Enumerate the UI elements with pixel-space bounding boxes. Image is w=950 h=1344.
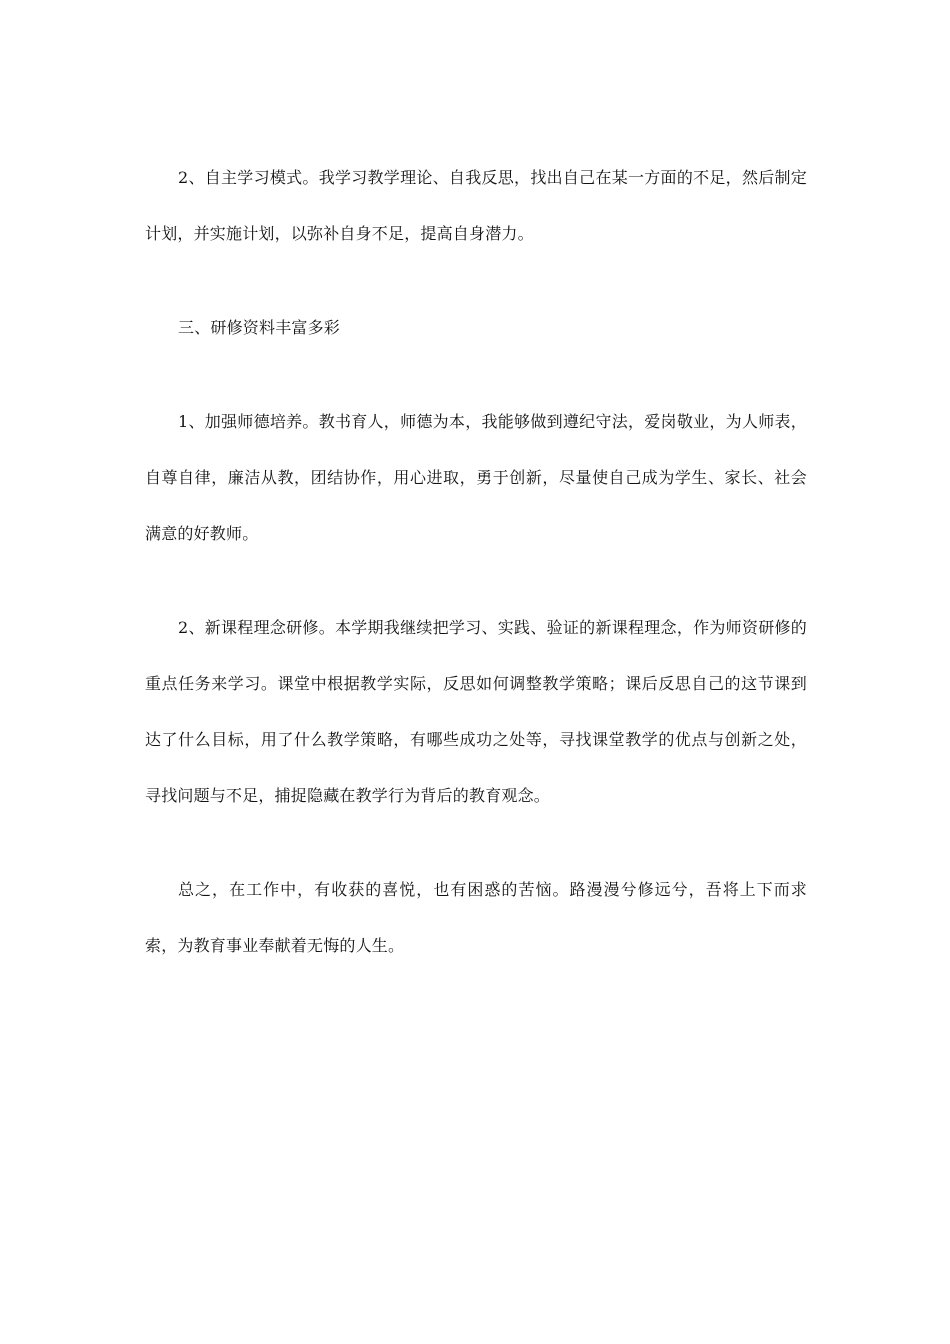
document-body <box>145 150 807 1012</box>
section-heading-three: 三、研修资料丰富多彩 <box>178 318 341 337</box>
paragraph-conclusion: 总之，在工作中，有收获的喜悦，也有困惑的苦恼。路漫漫兮修远兮，吾将上下而求索，为教育事业奉献着无悔的人生。 <box>145 880 807 955</box>
paragraph-teacher-ethics: 1、加强师德培养。教书育人，师德为本，我能够做到遵纪守法，爱岗敬业，为人师表，自尊自律，廉洁从教，团结协作，用心进取，勇于创新，尽量使自己成为学生、家长、社会满意的好教师。 <box>145 412 807 543</box>
paragraph-self-study-mode: 2、自主学习模式。我学习教学理论、自我反思，找出自己在某一方面的不足，然后制定计划，并实施计划，以弥补自身不足，提高自身潜力。 <box>145 168 807 243</box>
paragraph-new-curriculum: 2、新课程理念研修。本学期我继续把学习、实践、验证的新课程理念，作为师资研修的重点任务来学习。课堂中根据教学实际，反思如何调整教学策略；课后反思自己的这节课到达了什么目标，用了什么教学策略，有哪些成功之处等，寻找课堂教学的优点与创新之处，寻找问题与不足，捕捉隐藏在教学行为背后的教育观念。 <box>145 618 807 805</box>
